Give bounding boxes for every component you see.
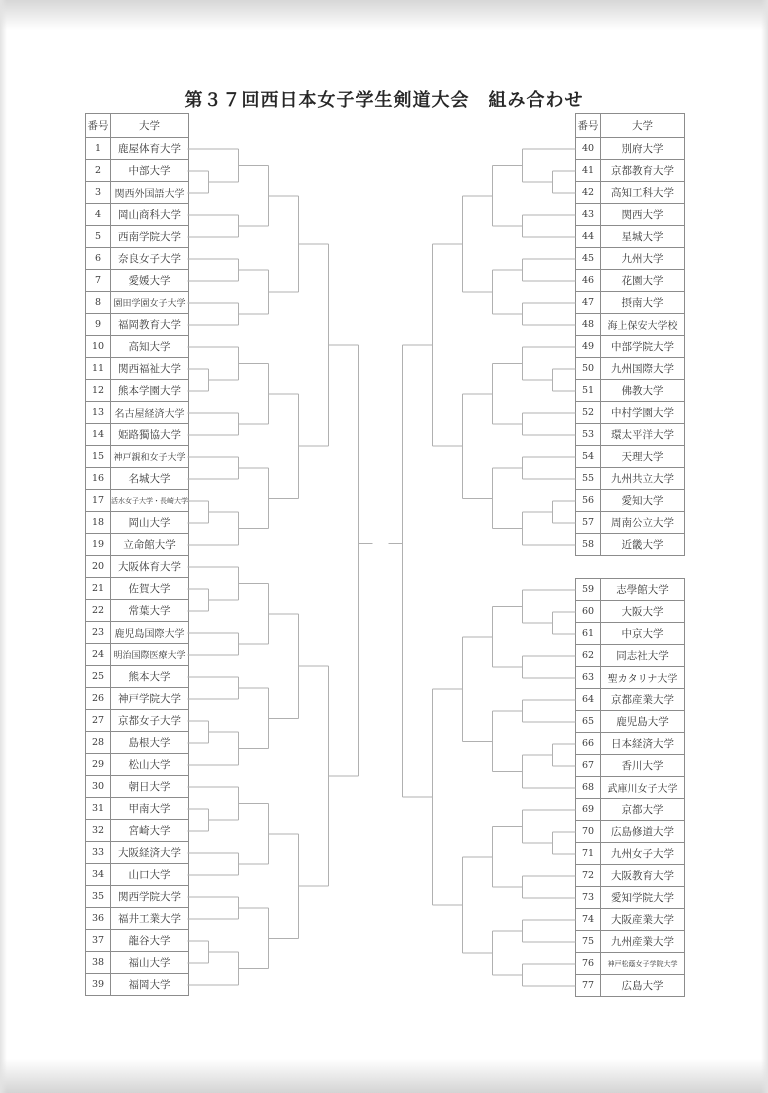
university-name-cell: 広島大学 (621, 980, 664, 992)
university-name-cell: 中村学園大学 (611, 407, 674, 419)
seed-number-cell: 9 (86, 314, 111, 335)
university-name-cell: 高知工科大学 (611, 187, 674, 199)
university-name-cell: 中部大学 (128, 165, 171, 177)
university-name-cell: 中部学院大学 (611, 341, 674, 353)
university-name-cell: 関西大学 (621, 209, 664, 221)
university-name-cell: 名古屋経済大学 (114, 409, 185, 420)
university-name-cell: 福井工業大学 (118, 913, 181, 925)
university-name-cell: 朝日大学 (128, 781, 171, 793)
seed-number-cell: 1 (86, 138, 111, 159)
seed-number-cell: 74 (576, 909, 601, 930)
seed-number-cell: 20 (86, 556, 111, 577)
seed-number-cell: 41 (576, 160, 601, 181)
university-name-cell: 神戸学院大学 (118, 693, 181, 705)
seed-number-cell: 29 (86, 754, 111, 775)
seed-number-cell: 35 (86, 886, 111, 907)
university-name-cell: 日本経済大学 (611, 738, 674, 750)
university-name-cell: 熊本大学 (128, 671, 171, 683)
university-name-cell: 九州産業大学 (611, 936, 674, 948)
seed-number-cell: 59 (576, 579, 601, 600)
university-name-cell: 九州国際大学 (611, 363, 674, 375)
seed-number-cell: 34 (86, 864, 111, 885)
tournament-title: 第３７回西日本女子学生剣道大会 組み合わせ (184, 90, 584, 111)
seed-number-cell: 8 (86, 292, 111, 313)
seed-number-cell: 52 (576, 402, 601, 423)
seed-number-cell: 60 (576, 601, 601, 622)
university-name-cell: 福岡教育大学 (118, 319, 181, 331)
university-name-cell: 関西福祉大学 (118, 363, 181, 375)
seed-number-cell: 39 (86, 974, 111, 995)
seed-number-cell: 22 (86, 600, 111, 621)
seed-number-cell: 77 (576, 975, 601, 996)
university-name-cell: 鹿屋体育大学 (118, 143, 181, 155)
university-name-cell: 近畿大学 (621, 539, 664, 551)
university-name-cell: 奈良女子大学 (118, 253, 181, 265)
university-name-cell: 関西学院大学 (118, 891, 181, 903)
university-name-cell: 花園大学 (621, 275, 664, 287)
seed-number-cell: 58 (576, 534, 601, 555)
seed-number-cell: 48 (576, 314, 601, 335)
seed-number-cell: 36 (86, 908, 111, 929)
university-name-cell: 龍谷大学 (128, 935, 171, 947)
seed-number-cell: 24 (86, 644, 111, 665)
university-name-cell: 環太平洋大学 (611, 429, 674, 441)
university-name-cell: 京都産業大学 (611, 694, 674, 706)
seed-number-cell: 2 (86, 160, 111, 181)
university-name-cell: 広島修道大学 (611, 826, 674, 838)
seed-number-cell: 43 (576, 204, 601, 225)
university-name-cell: 愛媛大学 (128, 275, 171, 287)
seed-number-cell: 17 (86, 490, 111, 511)
seed-number-cell: 76 (576, 953, 601, 974)
university-name-cell: 愛知大学 (621, 495, 664, 507)
university-name-cell: 京都教育大学 (611, 165, 674, 177)
university-name-cell: 岡山大学 (128, 517, 171, 529)
university-name-cell: 大阪経済大学 (118, 847, 181, 859)
university-name-cell: 神戸親和女子大学 (113, 453, 186, 463)
seed-number-cell: 7 (86, 270, 111, 291)
university-name-cell: 佛教大学 (621, 385, 664, 397)
university-name-cell: 天理大学 (621, 451, 664, 463)
university-name-cell: 名城大学 (128, 473, 171, 485)
header-number-label: 番号 (86, 114, 111, 137)
university-name-cell: 活水女子大学・長崎大学 (111, 496, 188, 505)
seed-number-cell: 75 (576, 931, 601, 952)
seed-number-cell: 3 (86, 182, 111, 203)
seed-number-cell: 50 (576, 358, 601, 379)
university-name-cell: 中京大学 (621, 628, 664, 640)
seed-number-cell: 4 (86, 204, 111, 225)
seed-number-cell: 26 (86, 688, 111, 709)
university-name-cell: 西南学院大学 (118, 231, 181, 243)
university-name-cell: 佐賀大学 (128, 583, 171, 595)
seed-number-cell: 33 (86, 842, 111, 863)
scan-edge-left (0, 0, 7, 1093)
university-name-cell: 明治国際医療大学 (113, 651, 186, 661)
university-name-cell: 九州大学 (621, 253, 664, 265)
university-name-cell: 山口大学 (128, 869, 171, 881)
university-name-cell: 宮崎大学 (128, 825, 171, 837)
university-name-cell: 鹿児島国際大学 (114, 629, 185, 640)
university-name-cell: 福山大学 (128, 957, 171, 969)
university-name-cell: 鹿児島大学 (616, 716, 669, 728)
university-name-cell: 大阪産業大学 (611, 914, 674, 926)
seed-number-cell: 30 (86, 776, 111, 797)
seed-number-cell: 64 (576, 689, 601, 710)
seed-number-cell: 37 (86, 930, 111, 951)
university-name-cell: 九州共立大学 (611, 473, 674, 485)
university-name-cell: 聖カタリナ大学 (607, 674, 678, 685)
university-name-cell: 星城大学 (621, 231, 664, 243)
seed-number-cell: 19 (86, 534, 111, 555)
university-name-cell: 大阪教育大学 (611, 870, 674, 882)
university-name-cell: 神戸松蔭女子学院大学 (607, 959, 678, 968)
seed-number-cell: 14 (86, 424, 111, 445)
seed-number-cell: 44 (576, 226, 601, 247)
seed-number-cell: 49 (576, 336, 601, 357)
seed-number-cell: 31 (86, 798, 111, 819)
seed-number-cell: 70 (576, 821, 601, 842)
university-name-cell: 関西外国語大学 (114, 189, 185, 200)
university-name-cell: 立命館大学 (123, 539, 176, 551)
seed-number-cell: 10 (86, 336, 111, 357)
seed-number-cell: 73 (576, 887, 601, 908)
header-university-label: 大学 (139, 120, 160, 132)
header-university-label: 大学 (632, 120, 653, 132)
university-name-cell: 高知大学 (128, 341, 171, 353)
university-name-cell: 志學館大学 (616, 584, 669, 596)
seed-number-cell: 21 (86, 578, 111, 599)
seed-number-cell: 16 (86, 468, 111, 489)
university-name-cell: 甲南大学 (128, 803, 171, 815)
header-number-label: 番号 (576, 114, 601, 137)
seed-number-cell: 51 (576, 380, 601, 401)
seed-number-cell: 47 (576, 292, 601, 313)
seed-number-cell: 45 (576, 248, 601, 269)
university-name-cell: 福岡大学 (128, 979, 171, 991)
university-name-cell: 常葉大学 (128, 605, 171, 617)
scan-edge-top (0, 0, 768, 30)
university-name-cell: 園田学園女子大学 (113, 299, 186, 309)
seed-number-cell: 42 (576, 182, 601, 203)
seed-number-cell: 71 (576, 843, 601, 864)
seed-number-cell: 68 (576, 777, 601, 798)
seed-number-cell: 54 (576, 446, 601, 467)
university-name-cell: 熊本学園大学 (118, 385, 181, 397)
seed-number-cell: 13 (86, 402, 111, 423)
seed-number-cell: 67 (576, 755, 601, 776)
seed-number-cell: 61 (576, 623, 601, 644)
seed-number-cell: 55 (576, 468, 601, 489)
seed-number-cell: 5 (86, 226, 111, 247)
university-name-cell: 岡山商科大学 (118, 209, 181, 221)
seed-number-cell: 72 (576, 865, 601, 886)
university-name-cell: 愛知学院大学 (611, 892, 674, 904)
seed-number-cell: 62 (576, 645, 601, 666)
seed-number-cell: 15 (86, 446, 111, 467)
seed-number-cell: 11 (86, 358, 111, 379)
seed-number-cell: 63 (576, 667, 601, 688)
seed-number-cell: 56 (576, 490, 601, 511)
university-name-cell: 大阪体育大学 (118, 561, 181, 573)
seed-number-cell: 27 (86, 710, 111, 731)
seed-number-cell: 12 (86, 380, 111, 401)
seed-number-cell: 18 (86, 512, 111, 533)
seed-number-cell: 46 (576, 270, 601, 291)
seed-number-cell: 57 (576, 512, 601, 533)
seed-number-cell: 25 (86, 666, 111, 687)
university-name-cell: 摂南大学 (621, 297, 664, 309)
university-name-cell: 九州女子大学 (611, 848, 674, 860)
scan-edge-bottom (0, 1059, 768, 1093)
seed-number-cell: 28 (86, 732, 111, 753)
seed-number-cell: 32 (86, 820, 111, 841)
university-name-cell: 海上保安大学校 (607, 321, 678, 332)
university-name-cell: 大阪大学 (621, 606, 664, 618)
seed-number-cell: 53 (576, 424, 601, 445)
university-name-cell: 別府大学 (621, 143, 664, 155)
university-name-cell: 武庫川女子大学 (607, 784, 678, 795)
university-name-cell: 島根大学 (128, 737, 171, 749)
seed-number-cell: 6 (86, 248, 111, 269)
university-name-cell: 同志社大学 (616, 650, 669, 662)
university-name-cell: 姫路獨協大学 (118, 429, 181, 441)
university-name-cell: 周南公立大学 (611, 517, 674, 529)
seed-number-cell: 69 (576, 799, 601, 820)
seed-number-cell: 23 (86, 622, 111, 643)
university-name-cell: 香川大学 (621, 760, 664, 772)
university-name-cell: 京都女子大学 (118, 715, 181, 727)
seed-number-cell: 40 (576, 138, 601, 159)
seed-number-cell: 65 (576, 711, 601, 732)
scan-edge-right (761, 0, 768, 1093)
university-name-cell: 松山大学 (128, 759, 171, 771)
seed-number-cell: 38 (86, 952, 111, 973)
university-name-cell: 京都大学 (621, 804, 664, 816)
seed-number-cell: 66 (576, 733, 601, 754)
